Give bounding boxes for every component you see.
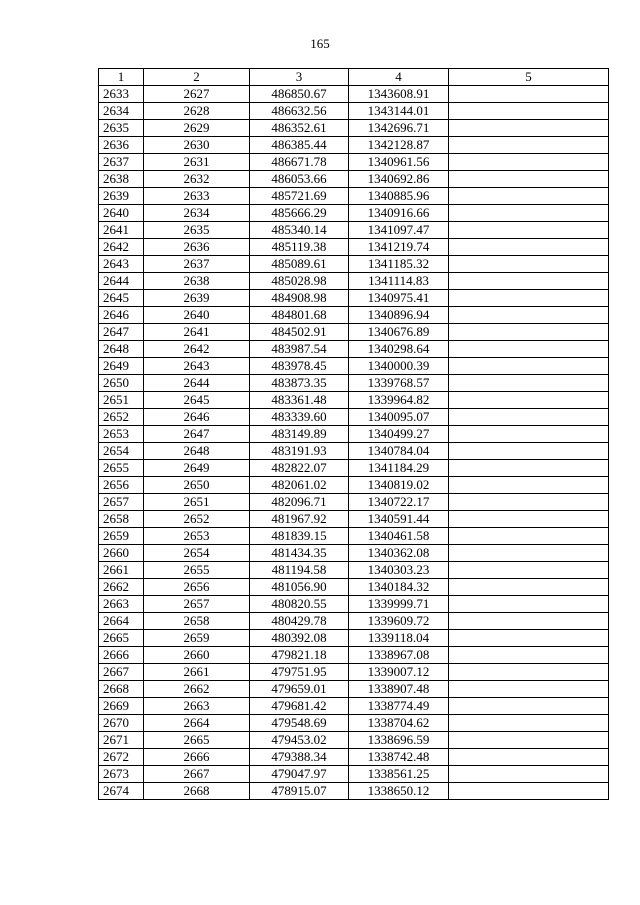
table-cell-col-2: 2643 [144,358,250,375]
table-row [99,545,609,562]
table-cell-col-1: 2672 [99,749,144,766]
table-cell-col-5 [449,562,609,579]
page-number: 165 [310,36,330,51]
table-cell-col-1: 2651 [99,392,144,409]
table-cell-col-5 [449,647,609,664]
table-row [99,103,609,120]
column-header-1: 1 [99,69,144,86]
table-cell-col-2: 2651 [144,494,250,511]
table-cell-col-1: 2658 [99,511,144,528]
coordinates-table [98,68,609,800]
table-cell-col-4: 1339964.82 [349,392,449,409]
table-cell-col-2: 2663 [144,698,250,715]
table-cell-col-4: 1340095.07 [349,409,449,426]
table-cell-col-4: 1343144.01 [349,103,449,120]
table-cell-col-5 [449,443,609,460]
table-cell-col-5 [449,103,609,120]
table-row [99,443,609,460]
table-cell-col-3: 483361.48 [250,392,349,409]
table-cell-col-2: 2659 [144,630,250,647]
table-cell-col-1: 2636 [99,137,144,154]
table-row [99,579,609,596]
table-cell-col-5 [449,256,609,273]
table-cell-col-4: 1338704.62 [349,715,449,732]
table-cell-col-2: 2634 [144,205,250,222]
table-row [99,341,609,358]
table-cell-col-2: 2654 [144,545,250,562]
table-cell-col-3: 485721.69 [250,188,349,205]
table-cell-col-5 [449,154,609,171]
table-cell-col-5 [449,596,609,613]
table-cell-col-5 [449,188,609,205]
table-row [99,137,609,154]
table-row [99,681,609,698]
table-cell-col-1: 2649 [99,358,144,375]
table-cell-col-4: 1338696.59 [349,732,449,749]
table-cell-col-1: 2659 [99,528,144,545]
table-cell-col-2: 2668 [144,783,250,800]
table-cell-col-5 [449,579,609,596]
table-body [99,86,609,800]
table-cell-col-1: 2661 [99,562,144,579]
column-header-5: 5 [449,69,609,86]
table-cell-col-3: 486385.44 [250,137,349,154]
table-cell-col-4: 1340591.44 [349,511,449,528]
table-cell-col-3: 479047.97 [250,766,349,783]
table-cell-col-2: 2656 [144,579,250,596]
table-cell-col-5 [449,137,609,154]
table-cell-col-1: 2667 [99,664,144,681]
table-cell-col-2: 2647 [144,426,250,443]
table-cell-col-2: 2662 [144,681,250,698]
table-cell-col-5 [449,715,609,732]
table-cell-col-1: 2668 [99,681,144,698]
table-cell-col-2: 2631 [144,154,250,171]
table-cell-col-4: 1340303.23 [349,562,449,579]
table-cell-col-1: 2650 [99,375,144,392]
table-cell-col-5 [449,545,609,562]
table-cell-col-2: 2653 [144,528,250,545]
table-row [99,562,609,579]
table-cell-col-4: 1340461.58 [349,528,449,545]
table-cell-col-4: 1339999.71 [349,596,449,613]
table-cell-col-3: 483987.54 [250,341,349,358]
table-cell-col-2: 2648 [144,443,250,460]
table-cell-col-2: 2667 [144,766,250,783]
table-row [99,766,609,783]
column-header-3: 3 [250,69,349,86]
table-cell-col-3: 481056.90 [250,579,349,596]
table-cell-col-5 [449,511,609,528]
table-row [99,324,609,341]
table-row [99,647,609,664]
table-cell-col-3: 481839.15 [250,528,349,545]
table-cell-col-4: 1339118.04 [349,630,449,647]
table-cell-col-1: 2645 [99,290,144,307]
table-cell-col-2: 2665 [144,732,250,749]
table-cell-col-5 [449,630,609,647]
table-cell-col-4: 1340916.66 [349,205,449,222]
table-cell-col-3: 480429.78 [250,613,349,630]
table-cell-col-5 [449,120,609,137]
table-cell-col-1: 2669 [99,698,144,715]
table-cell-col-5 [449,783,609,800]
table-cell-col-5 [449,205,609,222]
table-cell-col-5 [449,409,609,426]
table-row [99,749,609,766]
table-cell-col-4: 1338561.25 [349,766,449,783]
table-cell-col-2: 2649 [144,460,250,477]
table-cell-col-2: 2661 [144,664,250,681]
table-cell-col-5 [449,324,609,341]
table-row [99,715,609,732]
table-cell-col-2: 2632 [144,171,250,188]
table-row [99,494,609,511]
table-cell-col-3: 483339.60 [250,409,349,426]
table-row [99,732,609,749]
table-cell-col-4: 1338774.49 [349,698,449,715]
table-cell-col-2: 2641 [144,324,250,341]
table-cell-col-3: 486053.66 [250,171,349,188]
table-cell-col-3: 485089.61 [250,256,349,273]
table-cell-col-1: 2674 [99,783,144,800]
table-row [99,273,609,290]
table-cell-col-4: 1341219.74 [349,239,449,256]
table-cell-col-3: 480392.08 [250,630,349,647]
table-cell-col-1: 2673 [99,766,144,783]
table-cell-col-2: 2629 [144,120,250,137]
table-cell-col-4: 1340896.94 [349,307,449,324]
table-cell-col-5 [449,460,609,477]
table-cell-col-3: 479548.69 [250,715,349,732]
table-cell-col-3: 483149.89 [250,426,349,443]
table-cell-col-1: 2635 [99,120,144,137]
table-row [99,188,609,205]
table-cell-col-3: 484502.91 [250,324,349,341]
table-cell-col-2: 2664 [144,715,250,732]
table-row [99,664,609,681]
table-cell-col-3: 479659.01 [250,681,349,698]
table-cell-col-4: 1343608.91 [349,86,449,103]
table-cell-col-2: 2650 [144,477,250,494]
table-cell-col-4: 1340362.08 [349,545,449,562]
table-cell-col-3: 479453.02 [250,732,349,749]
table-cell-col-5 [449,732,609,749]
table-row [99,392,609,409]
table-cell-col-1: 2663 [99,596,144,613]
table-cell-col-5 [449,749,609,766]
table-row [99,171,609,188]
table-cell-col-3: 486850.67 [250,86,349,103]
table-cell-col-2: 2658 [144,613,250,630]
table-cell-col-3: 485666.29 [250,205,349,222]
table-cell-col-5 [449,681,609,698]
table-cell-col-2: 2639 [144,290,250,307]
table-cell-col-3: 483978.45 [250,358,349,375]
table-row [99,154,609,171]
table-cell-col-4: 1340819.02 [349,477,449,494]
table-cell-col-2: 2645 [144,392,250,409]
table-cell-col-3: 485340.14 [250,222,349,239]
table-cell-col-5 [449,698,609,715]
table-row [99,205,609,222]
table-cell-col-5 [449,392,609,409]
table-cell-col-4: 1341184.29 [349,460,449,477]
table-cell-col-4: 1338742.48 [349,749,449,766]
table-cell-col-2: 2630 [144,137,250,154]
table-cell-col-3: 486671.78 [250,154,349,171]
table-cell-col-3: 482061.02 [250,477,349,494]
table-cell-col-1: 2652 [99,409,144,426]
table-cell-col-1: 2648 [99,341,144,358]
table-cell-col-2: 2636 [144,239,250,256]
table-cell-col-2: 2655 [144,562,250,579]
table-cell-col-2: 2633 [144,188,250,205]
table-cell-col-5 [449,494,609,511]
table-cell-col-3: 479821.18 [250,647,349,664]
table-row [99,222,609,239]
table-cell-col-3: 483873.35 [250,375,349,392]
table-cell-col-3: 478915.07 [250,783,349,800]
table-cell-col-5 [449,358,609,375]
table-cell-col-1: 2660 [99,545,144,562]
table-cell-col-3: 484908.98 [250,290,349,307]
table-cell-col-5 [449,528,609,545]
table-cell-col-1: 2638 [99,171,144,188]
table-row [99,86,609,103]
table-cell-col-1: 2633 [99,86,144,103]
table-cell-col-4: 1341185.32 [349,256,449,273]
table-row [99,460,609,477]
table-cell-col-1: 2639 [99,188,144,205]
header-row [99,69,609,86]
table-cell-col-4: 1341097.47 [349,222,449,239]
table-cell-col-1: 2655 [99,460,144,477]
table-row [99,409,609,426]
table-cell-col-3: 484801.68 [250,307,349,324]
table-row [99,375,609,392]
table-cell-col-1: 2634 [99,103,144,120]
column-header-4: 4 [349,69,449,86]
table-cell-col-5 [449,477,609,494]
table-row [99,358,609,375]
table-cell-col-1: 2637 [99,154,144,171]
table-cell-col-2: 2635 [144,222,250,239]
table-cell-col-5 [449,341,609,358]
table-row [99,698,609,715]
table-cell-col-5 [449,171,609,188]
table-cell-col-4: 1340676.89 [349,324,449,341]
table-cell-col-3: 485028.98 [250,273,349,290]
table-cell-col-4: 1340184.32 [349,579,449,596]
table-cell-col-1: 2657 [99,494,144,511]
table-cell-col-3: 479681.42 [250,698,349,715]
table-cell-col-1: 2656 [99,477,144,494]
table-cell-col-2: 2637 [144,256,250,273]
table-cell-col-1: 2653 [99,426,144,443]
table-cell-col-5 [449,307,609,324]
table-cell-col-1: 2647 [99,324,144,341]
table-cell-col-2: 2638 [144,273,250,290]
table-cell-col-3: 479751.95 [250,664,349,681]
table-cell-col-2: 2628 [144,103,250,120]
table-cell-col-4: 1340692.86 [349,171,449,188]
table-cell-col-4: 1341114.83 [349,273,449,290]
table-cell-col-5 [449,239,609,256]
table-cell-col-3: 483191.93 [250,443,349,460]
table-cell-col-5 [449,273,609,290]
table-row [99,256,609,273]
table-cell-col-4: 1342128.87 [349,137,449,154]
table-cell-col-4: 1340784.04 [349,443,449,460]
table-cell-col-3: 481434.35 [250,545,349,562]
table-cell-col-4: 1338650.12 [349,783,449,800]
table-cell-col-4: 1339768.57 [349,375,449,392]
column-header-2: 2 [144,69,250,86]
table-cell-col-3: 480820.55 [250,596,349,613]
table-cell-col-3: 482096.71 [250,494,349,511]
table-cell-col-1: 2640 [99,205,144,222]
table-row [99,596,609,613]
table-cell-col-1: 2662 [99,579,144,596]
table-row [99,477,609,494]
table-row [99,613,609,630]
table-row [99,630,609,647]
table-cell-col-3: 486632.56 [250,103,349,120]
table-cell-col-1: 2666 [99,647,144,664]
table-header [99,69,609,86]
table-row [99,290,609,307]
table-cell-col-5 [449,222,609,239]
table-cell-col-3: 481967.92 [250,511,349,528]
table-cell-col-1: 2671 [99,732,144,749]
table-cell-col-5 [449,613,609,630]
table-row [99,307,609,324]
table-cell-col-4: 1340000.39 [349,358,449,375]
table-cell-col-5 [449,86,609,103]
table-cell-col-4: 1339609.72 [349,613,449,630]
table-cell-col-1: 2646 [99,307,144,324]
table-cell-col-4: 1342696.71 [349,120,449,137]
table-cell-col-1: 2644 [99,273,144,290]
table-cell-col-4: 1340499.27 [349,426,449,443]
table-cell-col-3: 485119.38 [250,239,349,256]
table-cell-col-4: 1340975.41 [349,290,449,307]
table-cell-col-2: 2646 [144,409,250,426]
table-cell-col-2: 2642 [144,341,250,358]
table-cell-col-5 [449,290,609,307]
table-row [99,239,609,256]
table-cell-col-5 [449,375,609,392]
table-cell-col-1: 2670 [99,715,144,732]
table-cell-col-1: 2664 [99,613,144,630]
table-cell-col-4: 1340961.56 [349,154,449,171]
table-row [99,783,609,800]
table-cell-col-2: 2640 [144,307,250,324]
table-row [99,528,609,545]
table-cell-col-5 [449,664,609,681]
table-cell-col-3: 481194.58 [250,562,349,579]
table-cell-col-2: 2652 [144,511,250,528]
table-cell-col-2: 2666 [144,749,250,766]
table-row [99,511,609,528]
table-cell-col-4: 1340885.96 [349,188,449,205]
table-cell-col-4: 1338967.08 [349,647,449,664]
table-cell-col-5 [449,766,609,783]
table-row [99,426,609,443]
table-cell-col-4: 1338907.48 [349,681,449,698]
table-cell-col-4: 1340298.64 [349,341,449,358]
table-cell-col-3: 479388.34 [250,749,349,766]
table-cell-col-2: 2644 [144,375,250,392]
table-cell-col-1: 2665 [99,630,144,647]
table-cell-col-2: 2660 [144,647,250,664]
table-row [99,120,609,137]
table-cell-col-1: 2641 [99,222,144,239]
table-cell-col-3: 486352.61 [250,120,349,137]
table-cell-col-1: 2643 [99,256,144,273]
table-cell-col-5 [449,426,609,443]
table-cell-col-2: 2657 [144,596,250,613]
table-cell-col-2: 2627 [144,86,250,103]
table-cell-col-4: 1339007.12 [349,664,449,681]
table-cell-col-1: 2642 [99,239,144,256]
table-cell-col-1: 2654 [99,443,144,460]
table-cell-col-3: 482822.07 [250,460,349,477]
table-cell-col-4: 1340722.17 [349,494,449,511]
